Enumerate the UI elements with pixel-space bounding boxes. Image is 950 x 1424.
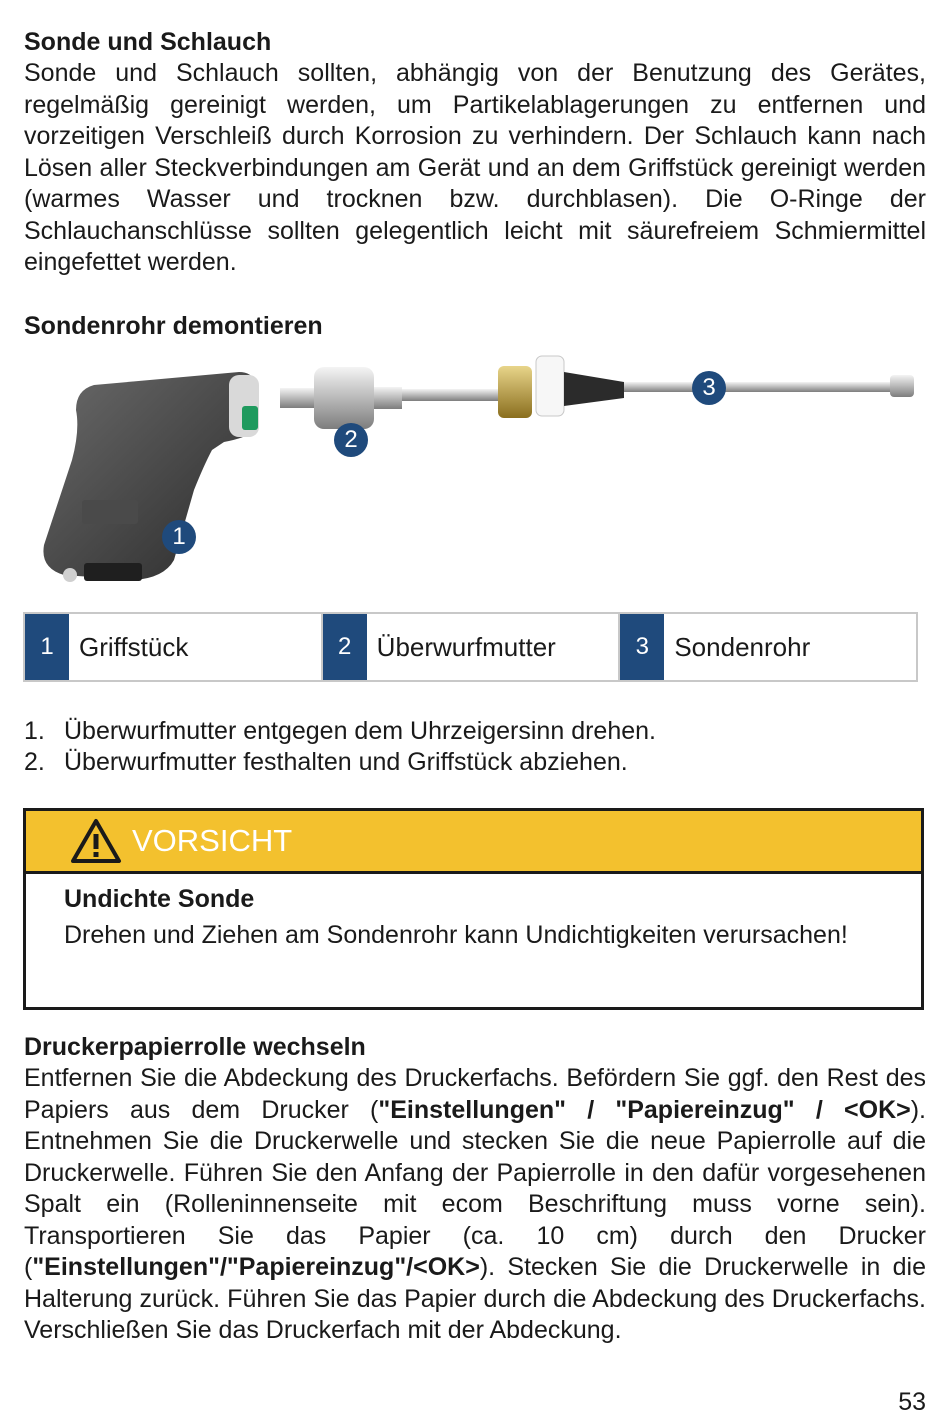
legend-item bbox=[323, 614, 621, 680]
coupling-nut-part bbox=[280, 367, 402, 429]
legend-label: Griffstück bbox=[79, 631, 189, 662]
legend-item bbox=[25, 614, 323, 680]
step-list bbox=[24, 716, 656, 778]
caution-body bbox=[26, 874, 921, 954]
list-item bbox=[24, 716, 656, 747]
legend-label: Überwurfmutter bbox=[376, 631, 556, 662]
caution-title: VORSICHT bbox=[132, 823, 293, 858]
legend-label: Sondenrohr bbox=[674, 631, 811, 662]
page-number: 53 bbox=[898, 1388, 926, 1416]
probe-drawing bbox=[24, 350, 924, 600]
printer-paper-paragraph bbox=[24, 1063, 926, 1347]
caution-subtitle: Undichte Sonde bbox=[64, 885, 255, 913]
legend-number: 1 bbox=[25, 614, 69, 680]
step-text: Überwurfmutter entgegen dem Uhrzeigersinn drehen. bbox=[64, 717, 656, 745]
parts-legend bbox=[23, 612, 918, 682]
marker-2: 2 bbox=[334, 423, 368, 457]
probe-hose-paragraph: Sonde und Schlauch sollten, abhängig von der Benutzung des Gerätes, regelmäßig gereinigt werden, um Partikelablagerungen zu entfernen und vorzeitigen Verschleiß durch Korrosion zu verhindern. Der Schlauch kann nach Lösen aller Steckverbindungen am Gerät und an dem Griffstück gereinigt werden (warmes Wasser und trocknen bzw. durchblasen). Die O-Ringe der Schlauchanschlüsse sollten gelegentlich leicht mit säurefreiem Schmiermittel eingefettet werden. bbox=[24, 59, 926, 276]
paragraph-text: ). Entnehmen Sie die Druckerwelle und stecken Sie die neue Papierrolle auf die Druckerwelle. Führen Sie den Anfang der Papierrolle in den dafür vorgesehenen Spalt ein (Rolleninnenseite mit ecom Beschriftung muss vorne sein). Transportieren Sie das Papier (ca. 10 cm) durch den Drucker ( bbox=[24, 1095, 927, 1281]
marker-3: 3 bbox=[692, 371, 726, 405]
caution-text: Drehen und Ziehen am Sondenrohr kann Undichtigkeiten verursachen! bbox=[64, 921, 848, 949]
paragraph-text: ). Stecken Sie die Druckerwelle in die Halterung zurück. Führen Sie das Papier durch die Abdeckung des Druckerfachs. Verschließen Sie das Druckerfach mit der Abdeckung. bbox=[24, 1253, 926, 1344]
caution-header bbox=[26, 811, 921, 874]
list-item bbox=[24, 747, 656, 778]
menu-path-bold: "Einstellungen"/"Papiereinzug"/<OK> bbox=[32, 1253, 480, 1281]
section-heading-probe-hose: Sonde und Schlauch bbox=[24, 28, 272, 56]
step-number: 2. bbox=[24, 748, 45, 776]
legend-number: 3 bbox=[620, 614, 664, 680]
marker-1: 1 bbox=[162, 520, 196, 554]
legend-number: 2 bbox=[323, 614, 367, 680]
section-heading-disassemble: Sondenrohr demontieren bbox=[24, 312, 323, 340]
handle-part bbox=[43, 372, 259, 582]
menu-path-bold: "Einstellungen" / "Papiereinzug" / <OK> bbox=[378, 1095, 911, 1124]
warning-triangle-icon bbox=[70, 818, 122, 864]
probe-tube-part bbox=[402, 356, 914, 418]
probe-illustration bbox=[24, 350, 924, 600]
step-number: 1. bbox=[24, 717, 45, 745]
caution-box bbox=[23, 808, 924, 1010]
section-heading-printer-paper: Druckerpapierrolle wechseln bbox=[24, 1033, 366, 1061]
paragraph-text: Entfernen Sie die Abdeckung des Druckerfachs. Befördern Sie ggf. den Rest des Papiers aus dem Drucker ( bbox=[24, 1064, 926, 1124]
step-text: Überwurfmutter festhalten und Griffstück abziehen. bbox=[64, 748, 628, 776]
legend-item bbox=[620, 614, 916, 680]
